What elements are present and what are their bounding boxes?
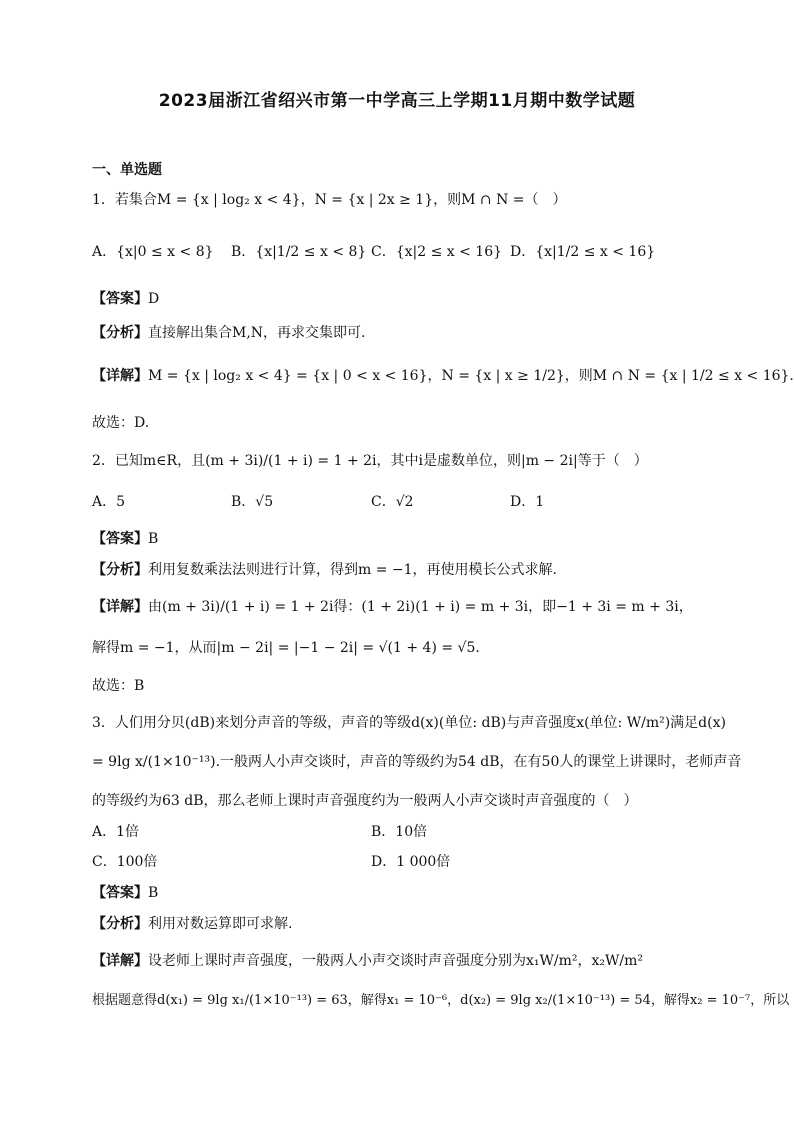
detail-label: 【详解】 [92,599,148,615]
q1-answer: D [148,291,160,307]
q1-conclusion: 故选：D. [92,415,150,431]
q3-option-d: D．1 000倍 [371,854,451,870]
q3-detail: 设老师上课时声音强度，一般两人小声交谈时声音强度分别为x₁W/m²，x₂W/m² [148,953,644,969]
q2-option-d: D．1 [510,494,545,510]
q2-answer: B [148,531,159,547]
analysis-label: 【分析】 [92,325,148,341]
q1-analysis: 直接解出集合M,N，再求交集即可. [148,325,366,341]
q2-option-a: A．5 [92,494,126,510]
page-title: 2023届浙江省绍兴市第一中学高三上学期11月期中数学试题 [158,91,636,111]
q1-answer-row [92,289,159,309]
analysis-label: 【分析】 [92,916,148,932]
q2-conclusion: 故选：B [92,678,145,694]
answer-label: 【答案】 [92,291,148,307]
q3-detail-row [92,951,643,971]
q2-stem: 2．已知m∈R，且(m + 3i)/(1 + i) = 1 + 2i，其中i是虚数单位，则|m − 2i|等于（ ） [92,453,648,469]
q1-detail: M = {x | log₂ x < 4} = {x | 0 < x < 16}，N = {x | x ≥ 1/2}，则M ∩ N = {x | 1/2 ≤ x < 16}. [148,368,794,384]
q2-detail-row [92,597,693,617]
analysis-label: 【分析】 [92,562,148,578]
q2-answer-row [92,529,158,549]
detail-label: 【详解】 [92,368,148,384]
section-heading: 一、单选题 [92,162,162,178]
answer-label: 【答案】 [92,531,148,547]
q3-stem-2: = 9lg x/(1×10⁻¹³).一般两人小声交谈时，声音的等级约为54 dB，在有50人的课堂上讲课时，老师声音 [92,754,742,770]
q3-option-a: A．1倍 [92,824,140,840]
q1-detail-row [92,366,794,386]
q2-analysis-row [92,560,557,580]
q2-option-c: C．√2 [371,494,414,510]
detail-label: 【详解】 [92,953,148,969]
q1-stem: 1．若集合M = {x | log₂ x < 4}，N = {x | 2x ≥ 1}，则M ∩ N =（ ） [92,192,567,208]
q3-option-c: C．100倍 [92,854,158,870]
q3-answer-row [92,883,158,903]
q3-stem-3: 的等级约为63 dB，那么老师上课时声音强度约为一般两人小声交谈时声音强度的（ ） [92,793,638,809]
q2-detail: 由(m + 3i)/(1 + i) = 1 + 2i得：(1 + 2i)(1 + i) = m + 3i，即−1 + 3i = m + 3i， [148,599,693,615]
q2-detail-2: 解得m = −1，从而|m − 2i| = |−1 − 2i| = √(1 + 4) = √5. [92,640,480,656]
q2-analysis: 利用复数乘法法则进行计算，得到m = −1，再使用模长公式求解. [148,562,557,578]
q1-option-c: C．{x|2 ≤ x < 16} [371,244,503,260]
q3-analysis-row [92,914,292,934]
q1-option-d: D．{x|1/2 ≤ x < 16} [510,244,656,260]
q3-answer: B [148,885,159,901]
q1-option-a: A．{x|0 ≤ x < 8} [92,244,214,260]
q3-detail-2: 根据题意得d(x₁) = 9lg x₁/(1×10⁻¹³) = 63，解得x₁ = 10⁻⁶，d(x₂) = 9lg x₂/(1×10⁻¹³) = 54，解得x₂ = 10⁻⁷，所以 [92,993,790,1008]
q3-analysis: 利用对数运算即可求解. [148,916,293,932]
q3-stem-1: 3．人们用分贝(dB)来划分声音的等级，声音的等级d(x)(单位: dB)与声音强度x(单位: W/m²)满足d(x) [92,715,726,731]
q1-analysis-row [92,323,366,343]
q3-option-b: B．10倍 [371,824,428,840]
q1-option-b: B．{x|1/2 ≤ x < 8} [231,244,367,260]
q2-option-b: B．√5 [231,494,274,510]
answer-label: 【答案】 [92,885,148,901]
